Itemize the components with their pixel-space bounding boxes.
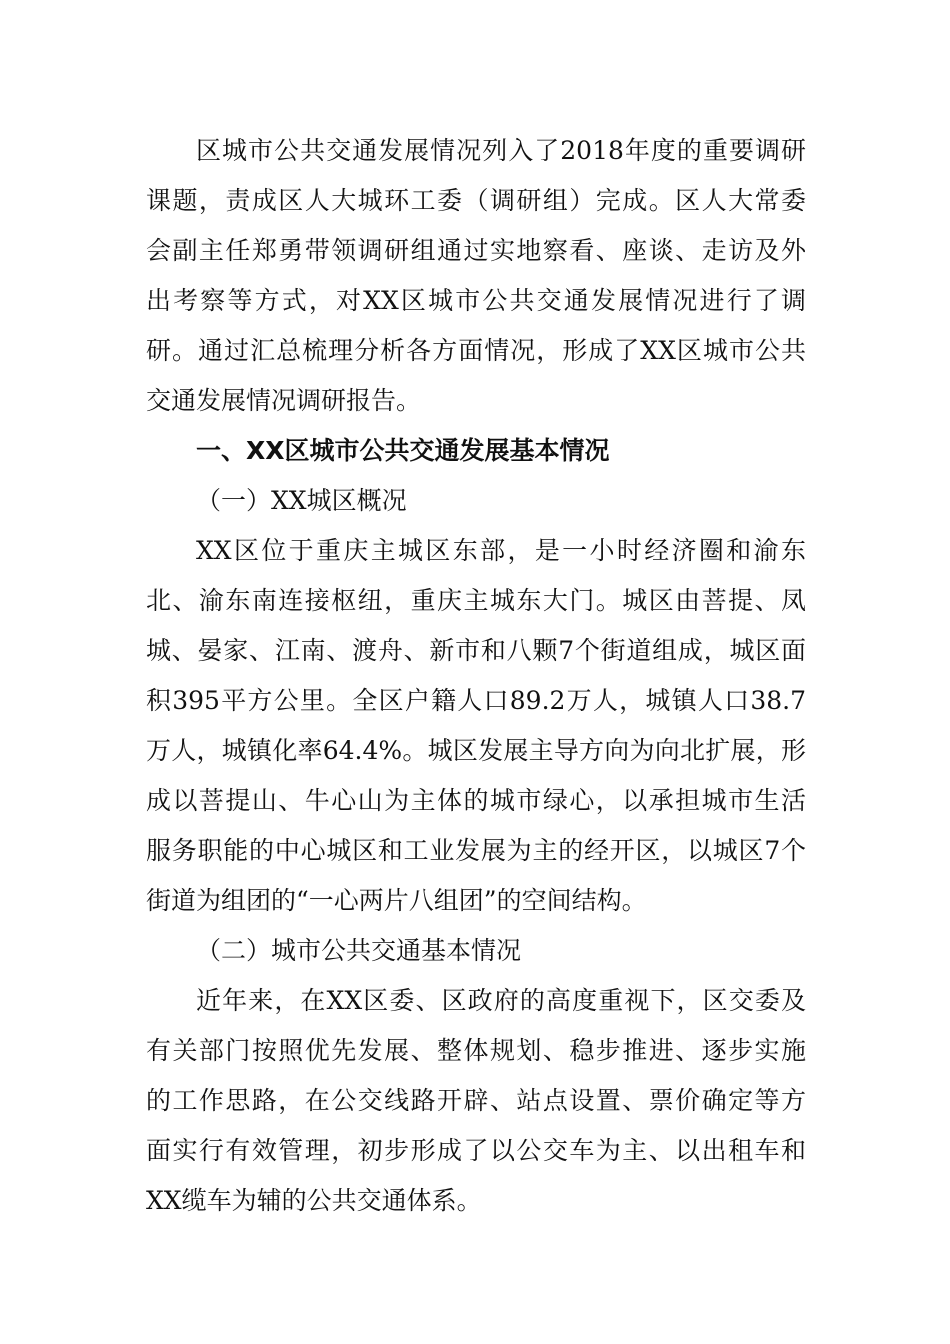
paragraph-2-line-7: 服务职能的中心城区和工业发展为主的经开区，以城区7个: [146, 836, 806, 865]
paragraph-2-line-4: 积395平方公里。全区户籍人口89.2万人，城镇人口38.7: [146, 686, 806, 715]
paragraph-2-line-1: XX区位于重庆主城区东部，是一小时经济圈和渝东: [196, 536, 806, 565]
paragraph-1-line-2: 课题，责成区人大城环工委（调研组）完成。区人大常委: [146, 186, 806, 215]
paragraph-2-line-5: 万人，城镇化率64.4%。城区发展主导方向为向北扩展，形: [146, 736, 806, 765]
paragraph-2-line-2: 北、渝东南连接枢纽，重庆主城东大门。城区由菩提、凤: [146, 586, 806, 615]
paragraph-1-line-1: 区城市公共交通发展情况列入了2018年度的重要调研: [196, 136, 806, 165]
paragraph-3-line-5: XX缆车为辅的公共交通体系。: [146, 1186, 482, 1215]
section-heading-1: 一、XX区城市公共交通发展基本情况: [196, 436, 610, 465]
paragraph-3-line-3: 的工作思路，在公交线路开辟、站点设置、票价确定等方: [146, 1086, 806, 1115]
subsection-heading-1: （一）XX城区概况: [196, 486, 407, 515]
paragraph-1-line-6: 交通发展情况调研报告。: [146, 386, 422, 415]
paragraph-1-line-3: 会副主任郑勇带领调研组通过实地察看、座谈、走访及外: [146, 236, 806, 265]
paragraph-1-line-4: 出考察等方式，对XX区城市公共交通发展情况进行了调: [146, 286, 806, 315]
paragraph-2-line-3: 城、晏家、江南、渡舟、新市和八颗7个街道组成，城区面: [146, 636, 806, 665]
paragraph-3-line-2: 有关部门按照优先发展、整体规划、稳步推进、逐步实施: [146, 1036, 806, 1065]
paragraph-2-line-8: 街道为组团的“一心两片八组团”的空间结构。: [146, 886, 647, 915]
paragraph-2-line-6: 成以菩提山、牛心山为主体的城市绿心，以承担城市生活: [146, 786, 806, 815]
paragraph-1-line-5: 研。通过汇总梳理分析各方面情况，形成了XX区城市公共: [146, 336, 806, 365]
subsection-heading-2: （二）城市公共交通基本情况: [196, 936, 522, 965]
paragraph-3-line-1: 近年来，在XX区委、区政府的高度重视下，区交委及: [196, 986, 806, 1015]
paragraph-3-line-4: 面实行有效管理，初步形成了以公交车为主、以出租车和: [146, 1136, 806, 1165]
